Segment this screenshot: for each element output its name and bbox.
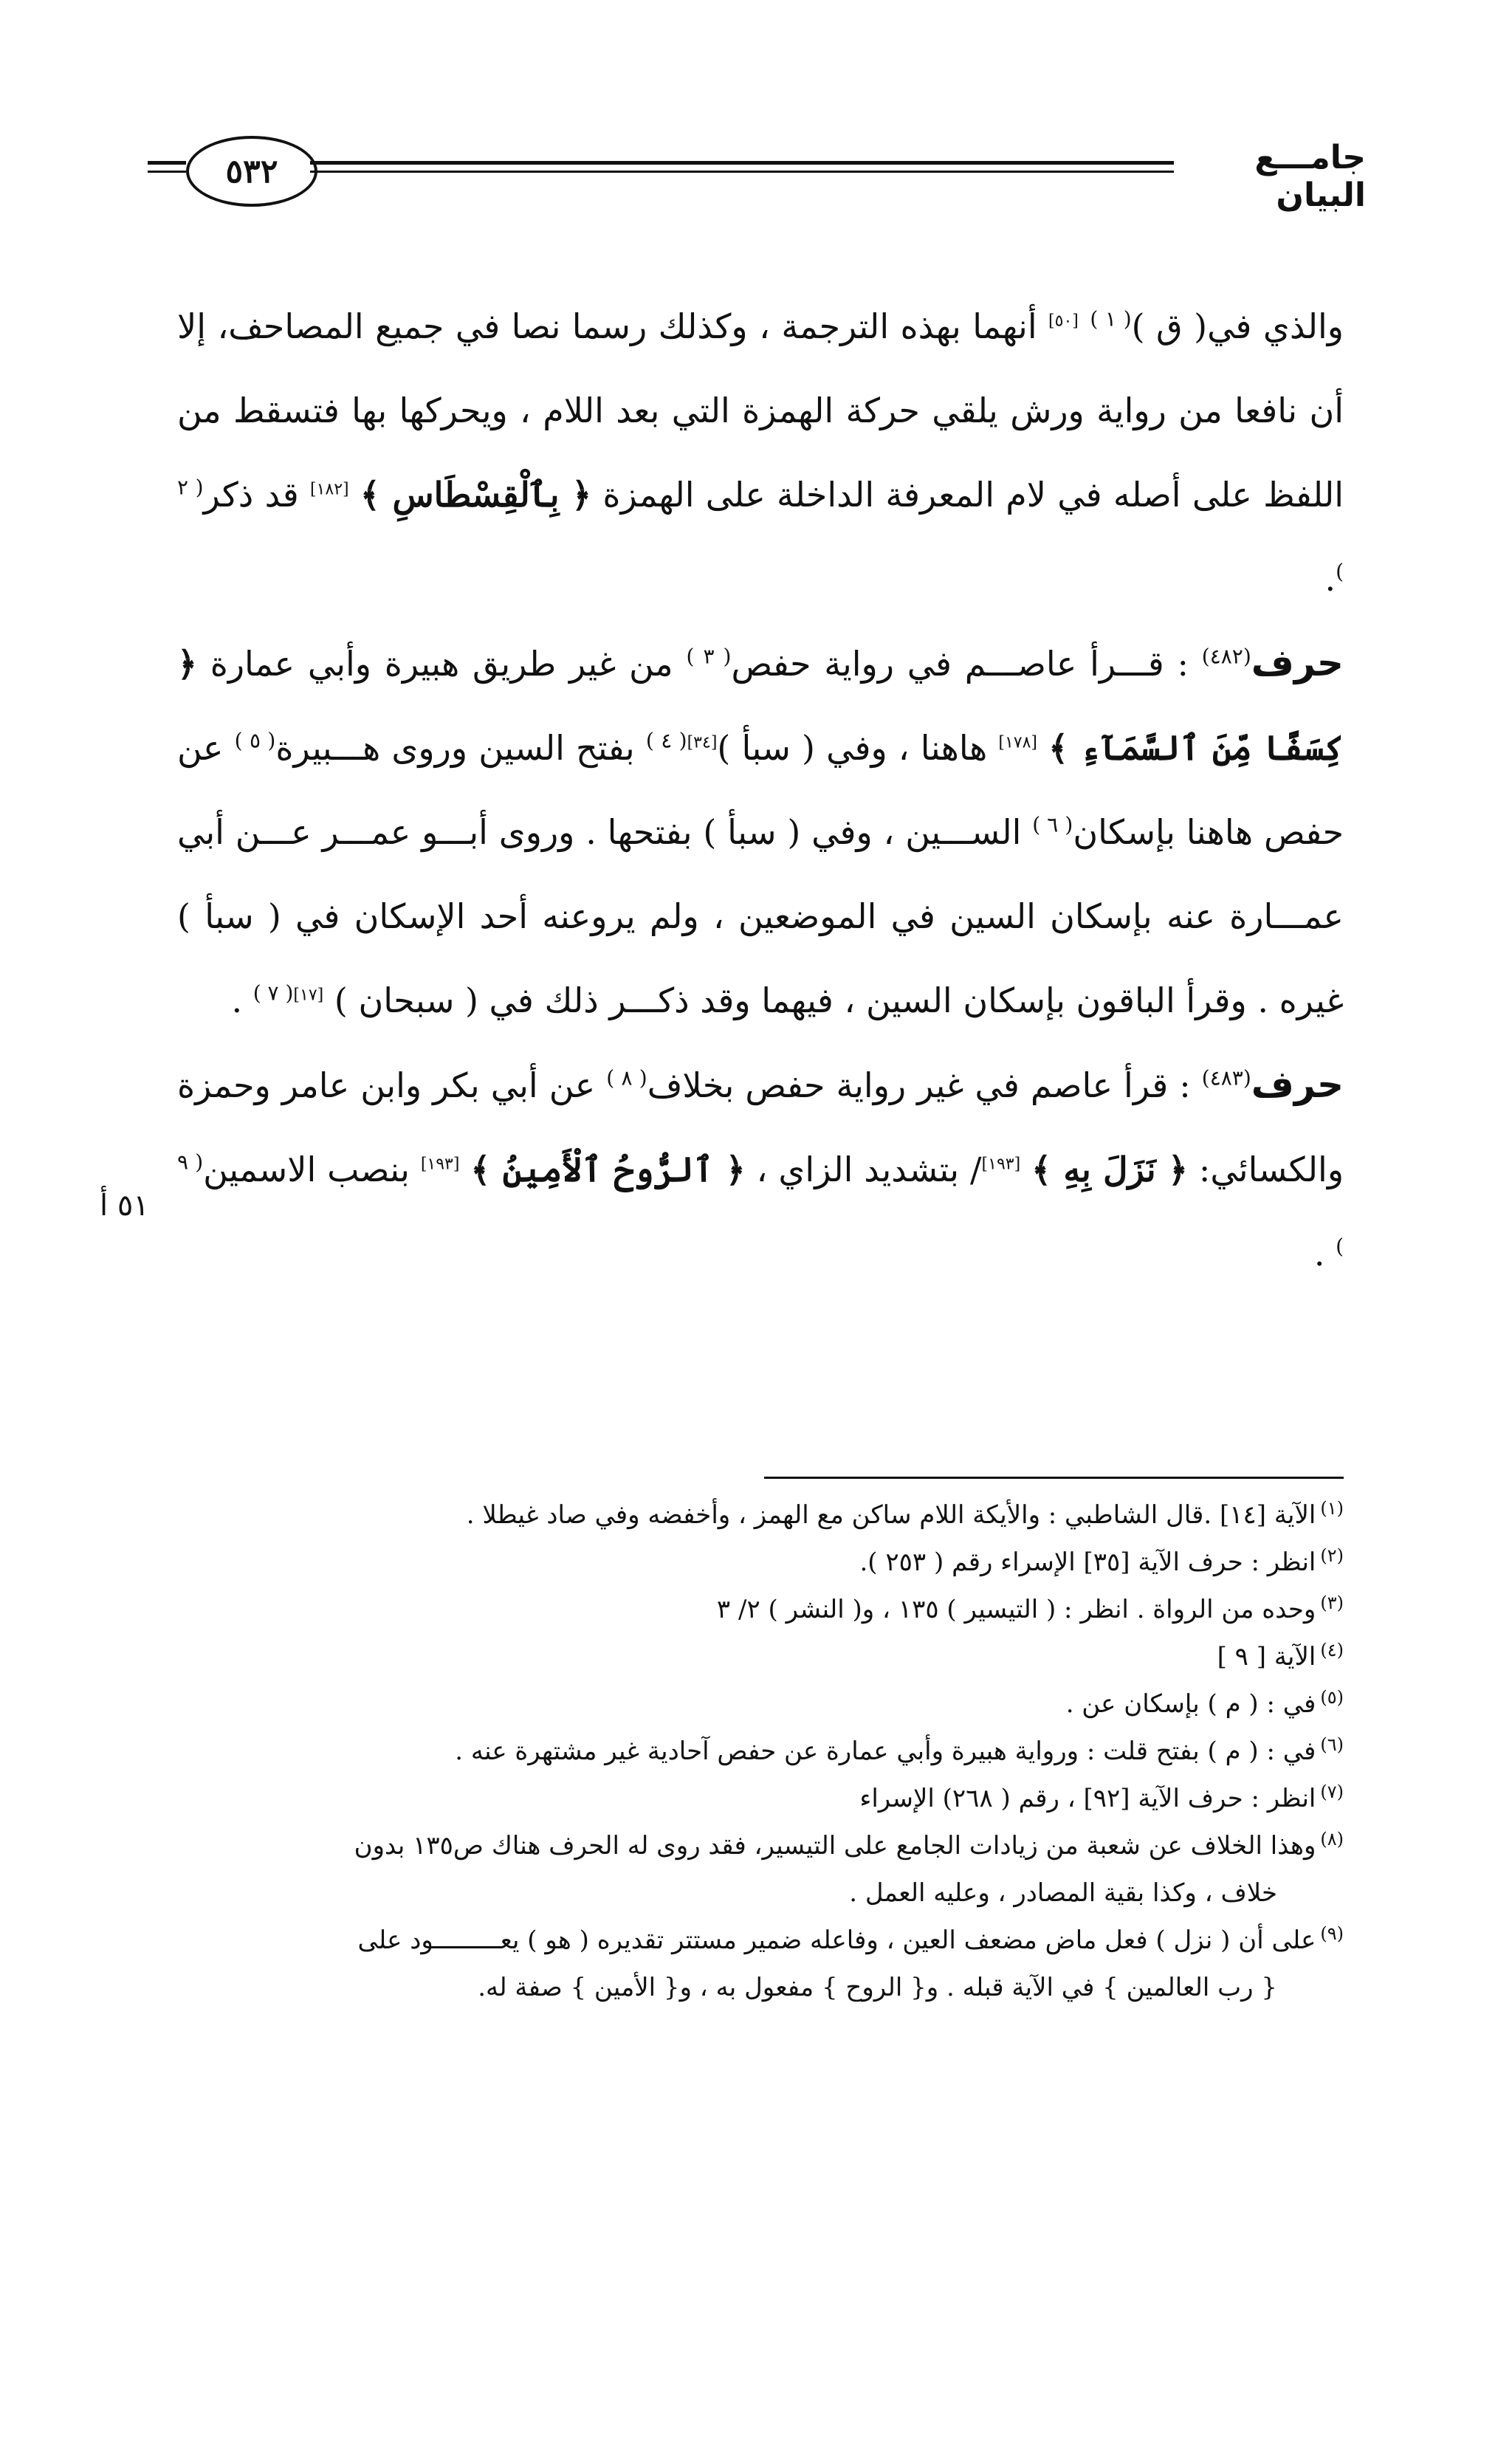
verse-reference: [٣٤] [687,733,718,752]
footnote-number: (٧) [1320,1781,1344,1802]
paragraph-1 [177,284,1344,621]
verse-reference: [١٩٣] [420,1155,460,1174]
footnote-item [162,1728,1344,1775]
quran-quote: ﴿ بِٱلْقِسْطَاسِ ﴾ [360,475,592,515]
footnote-text: وهذا الخلاف عن شعبة من زيادات الجامع على التيسير، فقد روى له الحرف هناك ص١٣٥ بدون [354,1831,1316,1861]
footnote-text: انظر : حرف الآية [٣٥] الإسراء رقم ( ٢٥٣ ). [859,1547,1316,1577]
manuscript-folio-note: ٥١ أ [100,1189,149,1223]
text-run: . [231,980,243,1020]
entry-number: (٤٨٢) [1201,644,1251,669]
text-run: عن حفص هاهنا بإسكان [177,728,1344,852]
text-run: ذكر [203,475,254,515]
text-run: عمارة [210,644,295,684]
footnote-item [162,1822,1344,1869]
verse-reference: [٥٠] [1048,312,1079,331]
footnote-marker[interactable]: ( ٣ ) [686,644,732,669]
footnote-item [162,1539,1344,1586]
paragraph-3 [177,1042,1344,1296]
footnote-item [162,1775,1344,1822]
footnote-number: (٥) [1320,1686,1344,1708]
footnote-text: الآية [١٤] .قال الشاطبي : والأيكة اللام ساكن مع الهمز ، وأخفضه وفي صاد غيطلا . [466,1500,1316,1530]
quran-quote: ﴿ ٱلرُّوحُ ٱلْأَمِينُ ﴾ [470,1150,746,1189]
text-run: والذي في( ق ) [1131,306,1344,346]
footnotes [162,1491,1344,2011]
footnote-item [162,1586,1344,1633]
header-rule-left [148,161,186,173]
text-run: : قرأ عاصم في غير رواية حفص بخلاف [647,1065,1191,1105]
text-run: الإسكان في ( سبأ ) غيره . وقرأ الباقون بإسكان السين ، فيهما وقد ذكـــر ذلك [177,896,1344,1020]
section-label: حرف [1251,1063,1344,1106]
paragraph-2 [177,621,1344,1042]
footnote-number: (٩) [1320,1923,1344,1944]
page-number: ٥٣٢ [225,152,278,190]
footnote-item [162,1491,1344,1539]
footnote-number: (٦) [1320,1734,1344,1755]
text-run: في ( سبحان ) [334,980,534,1020]
text-run: . [1313,1234,1325,1274]
text-run: عامر وحمزة والكسائي: [177,1065,1344,1189]
text-run: أبـــو عمـــر عـــن أبي عمـــارة عنه بإسكان السين في الموضعين ، ولم يروعنه أحد [177,812,1344,936]
text-run: إلا أن نافعا من رواية ورش يلقي حركة الهمزة التي بعد اللام ، ويحركها بها فتسقط [177,306,1344,430]
section-label: حرف [1251,642,1344,684]
text-run: بفتح السين وروى [391,728,635,768]
page-number-oval [186,136,317,207]
text-run: : قـــرأ عاصـــم في رواية حفص [731,644,1189,684]
footnote-number: (١) [1320,1497,1344,1519]
footnote-marker[interactable]: ( ٤ ) [645,728,687,753]
text-run: بنصب الاسمين [203,1150,410,1189]
header-rule-main [310,161,1174,173]
footnote-marker[interactable]: ( ٢ ) [177,475,1344,584]
footnote-continuation: خلاف ، وكذا بقية المصادر ، وعليه العمل . [849,1878,1277,1908]
footnote-number: (٤) [1320,1639,1344,1660]
footnote-number: (٨) [1320,1828,1344,1849]
text-run: عن أبي بكر وابن [360,1065,596,1105]
footnote-marker[interactable]: ( ٥ ) [234,728,276,753]
footnote-text: انظر : حرف الآية [٩٢] ، رقم ( ٢٦٨) الإسراء [859,1784,1316,1813]
footnote-marker[interactable]: ( ٩ ) [177,1150,1344,1259]
text-run: هـــبيرة [275,728,381,768]
page-header [148,118,1366,221]
quran-quote: ﴿ نَزَلَ بِهِ ﴾ [1031,1150,1188,1189]
text-run: / بتشديد الزاي ، [756,1150,982,1189]
footnote-item [162,1680,1344,1728]
footnote-item [162,1633,1344,1680]
footnote-text: وحده من الرواة . انظر : ( التيسير ) ١٣٥ ، و( النشر ) ٢/ ٣ [716,1595,1316,1624]
running-title: جامـــع البيان [1254,139,1366,214]
footnote-continuation: { رب العالمين } في الآية قبله . و{ الروح } مفعول به ، و{ الأمين } صفة له. [478,1973,1277,2002]
footnote-number: (٣) [1320,1592,1344,1613]
text-run: من غير طريق هبيرة وأبي [307,644,673,684]
footnote-text: على أن ( نزل ) فعل ماض مضعف العين ، وفاعله ضمير مستتر تقديره ( هو ) يعـــــــــود على [357,1926,1316,1955]
footnote-marker[interactable]: ( ١ ) [1090,306,1132,332]
text-run: الســـين ، وفي ( سبأ ) بفتحها . وروى [498,812,1022,852]
quran-quote: ﴿ كِسَفًا مِّنَ ٱلسَّمَآءِ ﴾ [177,644,1344,768]
footnote-text: في : ( م ) بإسكان عن . [1065,1689,1316,1719]
text-run: . [1324,559,1336,599]
text-run: من اللفظ على أصله في لام المعرفة الداخلة على الهمزة [177,391,1344,515]
text-run: قد [264,475,299,515]
footnote-marker[interactable]: ( ٧ ) [252,980,294,1006]
text-run: هاهنا ، وفي ( سبأ ) [717,728,988,768]
footnote-text: الآية [ ٩ ] [1217,1642,1316,1672]
entry-number: (٤٨٣) [1201,1065,1251,1090]
footnote-text: في : ( م ) بفتح قلت : ورواية هبيرة وأبي عمارة عن حفص آحادية غير مشتهرة عنه . [455,1737,1316,1766]
text-run: أنهما بهذه الترجمة ، وكذلك رسما نصا في جميع المصاحف، [217,306,1037,346]
footnote-marker[interactable]: ( ٦ ) [1032,812,1073,837]
main-text [177,284,1344,1296]
verse-reference: [١٧] [293,986,324,1005]
verse-reference: [١٧٨] [998,733,1037,752]
footnote-marker[interactable]: ( ٨ ) [606,1065,647,1090]
verse-reference: [١٩٣] [981,1155,1021,1174]
footnote-number: (٢) [1320,1545,1344,1566]
footnote-item [162,1917,1344,1964]
verse-reference: [١٨٢] [310,480,349,499]
footnote-separator [764,1477,1344,1479]
